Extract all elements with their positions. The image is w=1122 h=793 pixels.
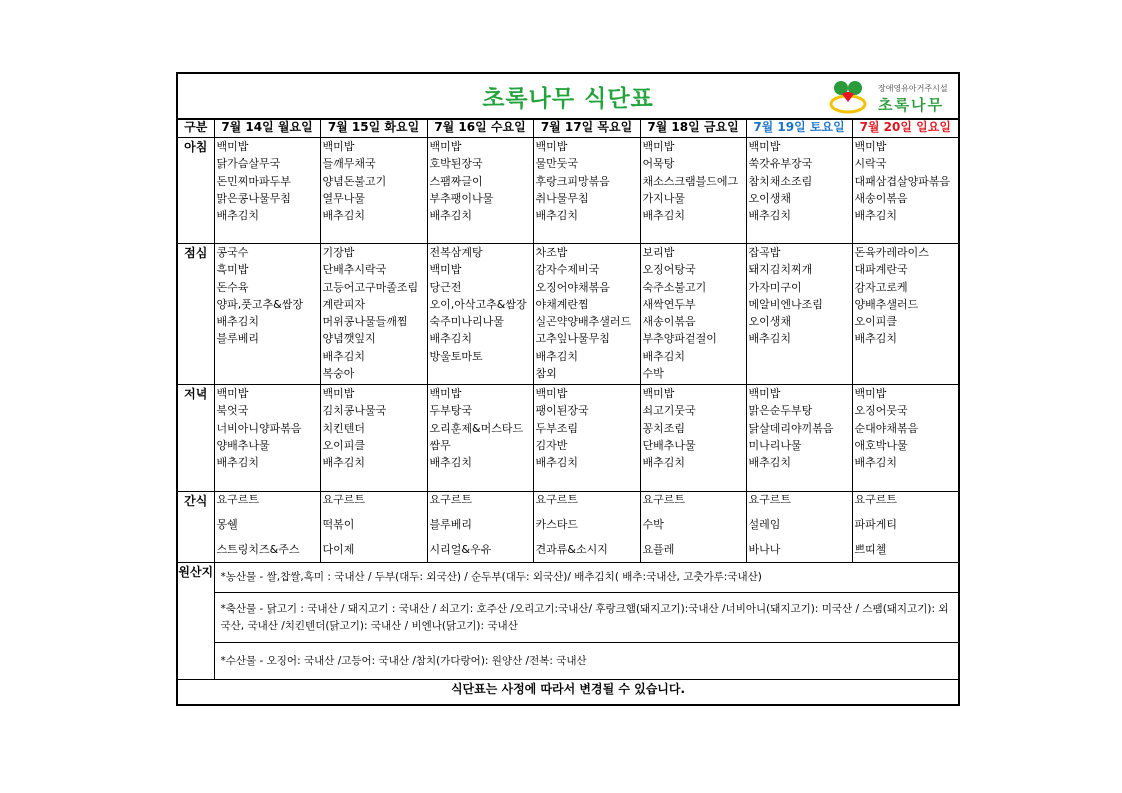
menu-item: 쁘띠첼 [854, 543, 887, 556]
menu-item: 방울토마토 [429, 349, 483, 363]
menu-item: 배추김치 [216, 456, 260, 470]
tree-heart-logo-icon [828, 78, 868, 114]
menu-cell [640, 492, 746, 563]
menu-item: 닭가슴살무국 [216, 157, 281, 171]
menu-item: 배추김치 [854, 209, 898, 223]
menu-item: 요구르트 [748, 493, 792, 506]
menu-item: 블루베리 [216, 332, 260, 346]
menu-item: 취나물무침 [535, 191, 589, 205]
menu-item: 후랑크피망볶음 [535, 174, 610, 188]
menu-item: 백미밥 [642, 140, 675, 153]
menu-cell [214, 138, 320, 244]
origin-label: 원산지 [178, 563, 214, 680]
menu-item: 가지나물 [642, 191, 686, 205]
menu-cell [533, 385, 640, 492]
menu-item: 양배추샐러드 [854, 297, 919, 311]
menu-item: 열무나물 [322, 191, 366, 205]
menu-cell [746, 244, 852, 385]
page-title: 초록나무 식단표 [482, 86, 654, 112]
menu-item: 치킨텐더 [322, 421, 366, 435]
menu-item: 보리밥 [642, 246, 675, 259]
lunch-row [178, 244, 958, 385]
menu-item: 요구르트 [854, 493, 898, 506]
menu-item: 백미밥 [854, 140, 887, 153]
menu-item: 백미밥 [216, 140, 249, 153]
menu-item: 요구르트 [429, 493, 473, 506]
menu-item: 배추김치 [322, 209, 366, 223]
menu-item: 당근전 [429, 280, 462, 294]
menu-item: 수박 [642, 367, 664, 381]
organization-logo [828, 78, 952, 114]
day-header: 7월 17일 목요일 [533, 118, 640, 138]
category-header: 구분 [178, 118, 214, 138]
menu-item: 백미밥 [429, 140, 462, 153]
menu-item: 오이생채 [748, 191, 792, 205]
menu-item: 감자수제비국 [535, 263, 600, 277]
origin-text: *수산물 - 오징어: 국내산 /고등어: 국내산 /참치(가다랑어): 원양산 /전복: 국내산 [220, 654, 587, 667]
origin-cell [214, 563, 958, 680]
menu-cell [214, 385, 320, 492]
logo-organization-type: 장애영유아거주시설 [878, 84, 948, 93]
menu-item: 실곤약양배추샐러드 [535, 315, 632, 329]
menu-item: 수박 [642, 518, 664, 531]
menu-item: 부추양파겉절이 [642, 332, 717, 346]
menu-item: 머위콩나물들깨찜 [322, 315, 408, 329]
menu-item: 고등어고구마졸조림 [322, 280, 419, 294]
menu-item: 부추팽이나물 [429, 191, 494, 205]
menu-item: 두부조림 [535, 421, 579, 435]
menu-item: 양배추나물 [216, 438, 270, 452]
meal-table [178, 118, 958, 705]
menu-item: 배추김치 [854, 456, 898, 470]
menu-item: 기장밥 [322, 246, 355, 259]
menu-item: 양념깻잎지 [322, 332, 376, 346]
menu-item: 시락국 [854, 157, 887, 171]
header-row [178, 118, 958, 138]
menu-item: 몽쉘 [216, 518, 238, 531]
menu-item: 복숭아 [322, 367, 355, 381]
menu-cell [533, 492, 640, 563]
menu-item: 오이,아삭고추&쌈장 [429, 297, 527, 311]
menu-item: 배추김치 [642, 349, 686, 363]
menu-item: 가자미구이 [748, 280, 802, 294]
menu-item: 숙주소불고기 [642, 280, 707, 294]
menu-item: 요플레 [642, 543, 675, 556]
menu-item: 숙주미나리나물 [429, 315, 504, 329]
menu-item: 배추김치 [216, 209, 260, 223]
menu-item: 바나나 [748, 543, 781, 556]
menu-item: 맑은순두부탕 [748, 404, 813, 418]
menu-item: 고추잎나물무침 [535, 332, 610, 346]
origin-text: *축산물 - 닭고기 : 국내산 / 돼지고기 : 국내산 / 쇠고기: 호주산 /오리고기:국내산/ 후랑크햄(돼지고기):국내산 /너비아니(돼지고기): 미국산 / 스팸(돼지고기): 외국산, 국내산 /치킨텐더(닭고기): 국내산 / 비엔나(닭고기): 국내산 [220, 602, 949, 632]
menu-cell [427, 385, 533, 492]
origin-row [178, 563, 958, 680]
menu-item: 어묵탕 [642, 157, 675, 171]
menu-cell [320, 244, 427, 385]
menu-item: 북엇국 [216, 404, 249, 418]
menu-cell [427, 138, 533, 244]
menu-item: 새싹연두부 [642, 297, 696, 311]
menu-item: 너비아니양파볶음 [216, 421, 302, 435]
menu-item: 단배추시락국 [322, 263, 387, 277]
menu-item: 들깨무채국 [322, 157, 376, 171]
menu-item: 오이피클 [854, 315, 898, 329]
menu-item: 돈수육 [216, 280, 249, 294]
menu-item: 배추김치 [429, 209, 473, 223]
menu-item: 쌈무 [429, 438, 451, 452]
menu-item: 양념돈불고기 [322, 174, 387, 188]
menu-item: 백미밥 [642, 387, 675, 400]
menu-cell [640, 244, 746, 385]
meal-label: 아침 [178, 138, 214, 244]
menu-item: 계란피자 [322, 297, 366, 311]
day-header: 7월 20일 일요일 [852, 118, 958, 138]
origin-section [215, 593, 959, 643]
menu-item: 시리얼&우유 [429, 543, 492, 556]
menu-item: 잡곡밥 [748, 246, 781, 259]
menu-sheet [176, 72, 960, 706]
menu-item: 백미밥 [429, 387, 462, 400]
menu-item: 돈육카레라이스 [854, 246, 929, 259]
menu-item: 배추김치 [535, 349, 579, 363]
day-header: 7월 14일 월요일 [214, 118, 320, 138]
menu-item: 단배추나물 [642, 438, 696, 452]
menu-cell [320, 138, 427, 244]
origin-section [215, 643, 959, 679]
menu-item: 야채계란찜 [535, 297, 589, 311]
menu-item: 새송이볶음 [854, 191, 908, 205]
menu-item: 스팸짜글이 [429, 174, 483, 188]
menu-item: 닭살데리야끼볶음 [748, 421, 834, 435]
menu-item: 애호박나물 [854, 438, 908, 452]
meal-label: 점심 [178, 244, 214, 385]
menu-item: 쑥갓유부장국 [748, 157, 813, 171]
menu-cell [640, 138, 746, 244]
menu-cell [746, 138, 852, 244]
menu-item: 오징어뭇국 [854, 404, 908, 418]
menu-item: 카스타드 [535, 518, 579, 531]
menu-item: 요구르트 [642, 493, 686, 506]
menu-item: 스트링치즈&주스 [216, 543, 300, 556]
breakfast-row [178, 138, 958, 244]
menu-item: 백미밥 [854, 387, 887, 400]
menu-item: 오이피클 [322, 438, 366, 452]
menu-item: 배추김치 [748, 332, 792, 346]
menu-cell [533, 244, 640, 385]
menu-item: 배추김치 [216, 315, 260, 329]
menu-item: 팽이된장국 [535, 404, 589, 418]
dinner-row [178, 385, 958, 492]
menu-item: 설레임 [748, 518, 781, 531]
menu-cell [852, 385, 958, 492]
menu-cell [533, 138, 640, 244]
menu-item: 김자반 [535, 438, 568, 452]
menu-item: 미나리나물 [748, 438, 802, 452]
menu-item: 오징어야채볶음 [535, 280, 610, 294]
menu-item: 백미밥 [535, 387, 568, 400]
menu-item: 꽁치조림 [642, 421, 686, 435]
menu-item: 배추김치 [429, 332, 473, 346]
menu-item: 백미밥 [429, 263, 462, 277]
menu-item: 두부탕국 [429, 404, 473, 418]
day-header: 7월 16일 수요일 [427, 118, 533, 138]
logo-organization-name: 초록나무 [878, 96, 944, 114]
menu-item: 배추김치 [322, 456, 366, 470]
menu-cell [746, 492, 852, 563]
menu-item: 호박된장국 [429, 157, 483, 171]
menu-item: 백미밥 [748, 140, 781, 153]
menu-item: 오리훈제&머스타드 [429, 421, 524, 435]
menu-item: 배추김치 [748, 209, 792, 223]
menu-item: 대패삼겹살양파볶음 [854, 174, 951, 188]
menu-item: 돈민찌마파두부 [216, 174, 291, 188]
menu-cell [746, 385, 852, 492]
menu-item: 전복삼계탕 [429, 246, 483, 259]
menu-cell [640, 385, 746, 492]
meal-label: 간식 [178, 492, 214, 563]
footer-notice: 식단표는 사정에 따라서 변경될 수 있습니다. [178, 680, 958, 705]
menu-item: 오이생채 [748, 315, 792, 329]
menu-item: 요구르트 [535, 493, 579, 506]
menu-item: 파파게티 [854, 518, 898, 531]
day-header: 7월 18일 금요일 [640, 118, 746, 138]
menu-item: 콩국수 [216, 246, 249, 259]
menu-item: 참외 [535, 367, 557, 381]
menu-cell [852, 492, 958, 563]
menu-item: 백미밥 [322, 140, 355, 153]
menu-item: 메알비엔나조림 [748, 297, 823, 311]
origin-section [215, 563, 959, 593]
menu-item: 물만둣국 [535, 157, 579, 171]
menu-cell [852, 244, 958, 385]
menu-item: 배추김치 [642, 209, 686, 223]
menu-item: 참치채소조림 [748, 174, 813, 188]
menu-item: 백미밥 [216, 387, 249, 400]
menu-item: 순대야채볶음 [854, 421, 919, 435]
menu-item: 대파계란국 [854, 263, 908, 277]
menu-item: 배추김치 [854, 332, 898, 346]
menu-item: 양파,풋고추&쌈장 [216, 297, 303, 311]
day-header: 7월 15일 화요일 [320, 118, 427, 138]
menu-item: 블루베리 [429, 518, 473, 531]
menu-item: 요구르트 [322, 493, 366, 506]
menu-item: 배추김치 [429, 456, 473, 470]
menu-item: 요구르트 [216, 493, 260, 506]
menu-cell [214, 244, 320, 385]
menu-item: 흑미밥 [216, 263, 249, 277]
menu-cell [427, 244, 533, 385]
menu-item: 쇠고기뭇국 [642, 404, 696, 418]
day-header: 7월 19일 토요일 [746, 118, 852, 138]
menu-item: 배추김치 [535, 456, 579, 470]
menu-item: 백미밥 [748, 387, 781, 400]
origin-text: *농산물 - 쌀,찹쌀,흑미 : 국내산 / 두부(대두: 외국산) / 순두부(대두: 외국산)/ 배추김치( 배추:국내산, 고춧가루:국내산) [220, 571, 762, 583]
snack-row [178, 492, 958, 563]
menu-item: 오징어탕국 [642, 263, 696, 277]
menu-item: 맑은콩나물무침 [216, 191, 291, 205]
menu-item: 견과류&소시지 [535, 543, 608, 556]
menu-item: 배추김치 [535, 209, 579, 223]
menu-cell [427, 492, 533, 563]
menu-cell [320, 492, 427, 563]
menu-item: 채소스크램블드에그 [642, 174, 739, 188]
menu-item: 다이제 [322, 543, 355, 556]
menu-item: 김치콩나물국 [322, 404, 387, 418]
menu-item: 배추김치 [642, 456, 686, 470]
menu-item: 백미밥 [535, 140, 568, 153]
menu-cell [320, 385, 427, 492]
footer-row [178, 680, 958, 705]
menu-cell [852, 138, 958, 244]
menu-item: 백미밥 [322, 387, 355, 400]
meal-label: 저녁 [178, 385, 214, 492]
menu-item: 돼지김치찌개 [748, 263, 813, 277]
menu-item: 떡볶이 [322, 518, 355, 531]
menu-item: 배추김치 [322, 349, 366, 363]
menu-item: 차조밥 [535, 246, 568, 259]
menu-item: 배추김치 [748, 456, 792, 470]
menu-item: 감자고로케 [854, 280, 908, 294]
menu-cell [214, 492, 320, 563]
menu-item: 새송이볶음 [642, 315, 696, 329]
title-row [178, 74, 958, 120]
